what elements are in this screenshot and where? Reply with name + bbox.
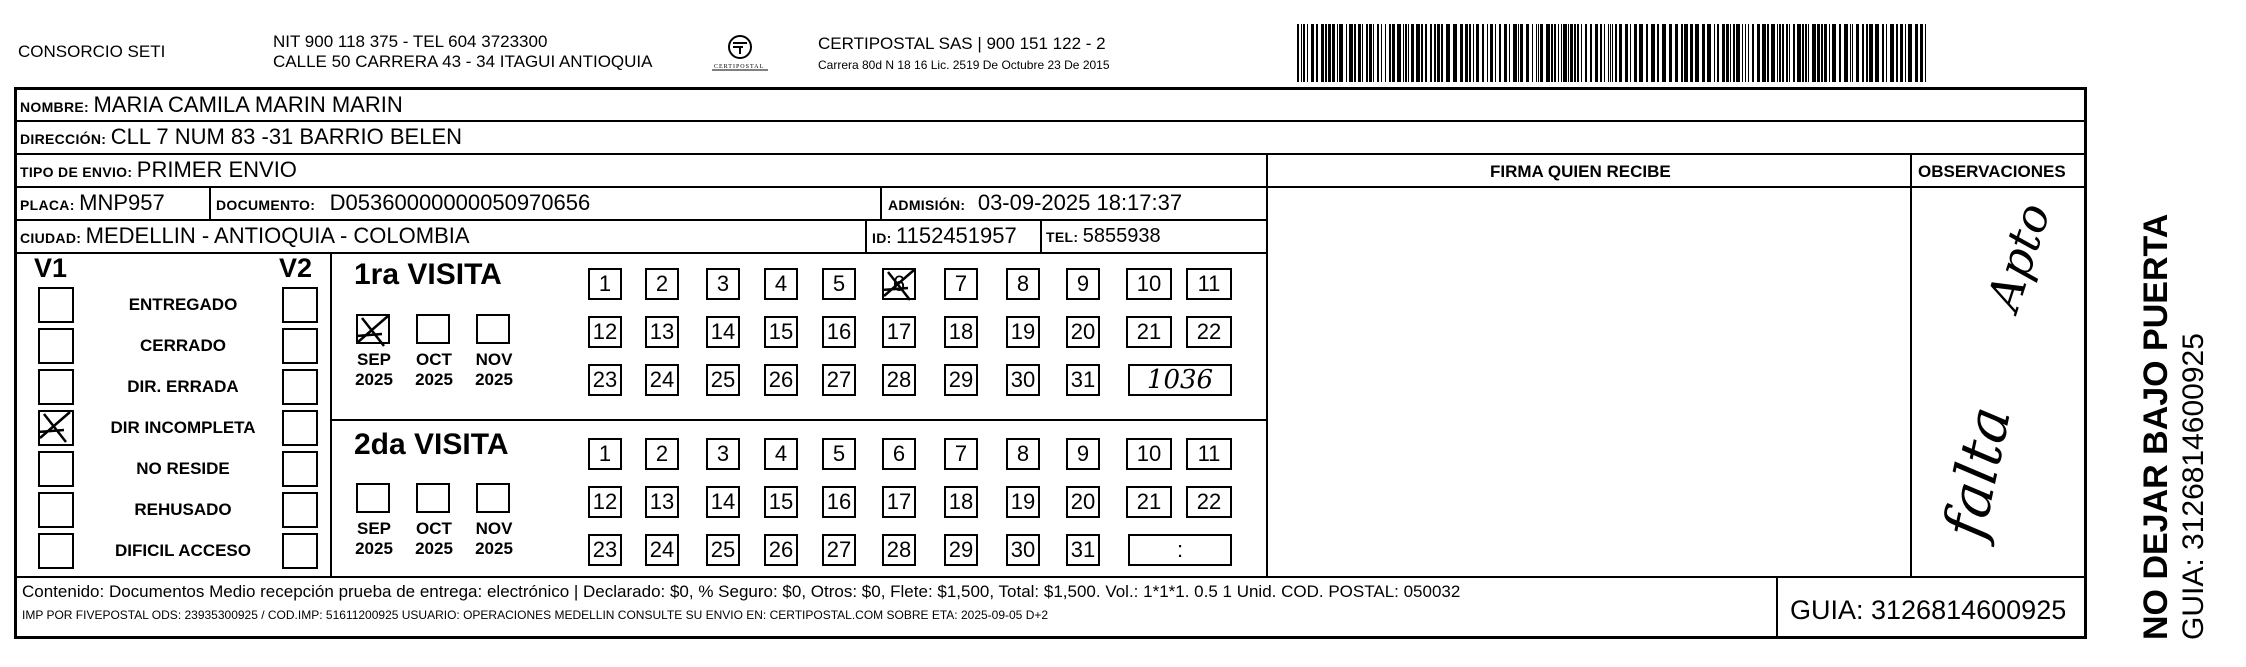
side-guia: GUIA: 3126814600925 — [2177, 333, 2210, 640]
barcode-bar — [1684, 24, 1688, 82]
day-checkbox[interactable]: 22 — [1186, 316, 1232, 348]
barcode-bar — [1797, 24, 1801, 82]
month-checkbox[interactable] — [356, 483, 390, 513]
barcode-bar — [1577, 24, 1579, 82]
day-checkbox[interactable]: 12 — [588, 486, 622, 518]
status-v1-checkbox[interactable] — [38, 369, 74, 405]
address-label: DIRECCIÓN: — [20, 131, 107, 147]
barcode-bar — [1532, 24, 1533, 82]
day-checkbox[interactable]: 23 — [588, 364, 622, 396]
time-field[interactable]: : — [1128, 534, 1232, 566]
barcode-bar — [1779, 24, 1781, 82]
month-checkbox[interactable] — [476, 314, 510, 344]
certipostal-logo — [700, 34, 780, 80]
day-checkbox[interactable]: 23 — [588, 534, 622, 566]
barcode-bar — [1421, 24, 1423, 82]
barcode-bar — [1311, 24, 1314, 82]
barcode-bar — [1430, 24, 1432, 82]
day-checkbox[interactable]: 24 — [645, 364, 679, 396]
barcode-bar — [1482, 24, 1484, 82]
day-checkbox[interactable]: 6 — [882, 268, 916, 300]
admission-field — [888, 188, 1182, 221]
observations-header: OBSERVACIONES — [1918, 162, 2066, 181]
day-checkbox[interactable]: 5 — [822, 438, 856, 470]
day-checkbox[interactable]: 14 — [706, 316, 740, 348]
barcode-bar — [1446, 24, 1450, 82]
status-v1-checkbox[interactable] — [38, 492, 74, 528]
barcode-bar — [1786, 24, 1788, 82]
time-field[interactable]: 1036 — [1128, 364, 1232, 396]
barcode-bar — [1852, 24, 1853, 82]
barcode-bar — [1610, 24, 1611, 82]
barcode-bar — [1504, 24, 1507, 82]
address-value: CLL 7 NUM 83 -31 BARRIO BELEN — [110, 124, 462, 149]
day-checkbox[interactable]: 12 — [588, 316, 622, 348]
day-checkbox[interactable]: 4 — [764, 438, 798, 470]
barcode-bar — [1585, 24, 1587, 82]
name-value: MARIA CAMILA MARIN MARIN — [93, 92, 403, 117]
barcode-bar — [1793, 24, 1795, 82]
barcode-bar — [1824, 24, 1827, 82]
day-checkbox[interactable]: 10 — [1126, 268, 1172, 300]
day-checkbox[interactable]: 20 — [1066, 316, 1100, 348]
barcode-bar — [1346, 24, 1347, 82]
day-checkbox[interactable]: 3 — [706, 268, 740, 300]
company-address: CALLE 50 CARRERA 43 - 34 ITAGUI ANTIOQUIA — [273, 52, 653, 71]
name-field — [20, 90, 403, 123]
admission-value: 03-09-2025 18:17:37 — [977, 190, 1183, 215]
id-field — [872, 221, 1017, 254]
signature-header: FIRMA QUIEN RECIBE — [1490, 162, 1671, 181]
barcode-bar — [1630, 24, 1631, 82]
barcode-bar — [1920, 24, 1923, 82]
name-label: NOMBRE: — [20, 99, 89, 115]
month-checkbox[interactable] — [416, 314, 450, 344]
barcode-bar — [1301, 24, 1302, 82]
barcode-bar — [1574, 24, 1576, 82]
month-year: 2025 — [475, 539, 513, 558]
day-checkbox[interactable]: 19 — [1006, 316, 1040, 348]
barcode-bar — [1748, 24, 1749, 82]
barcode-bar — [1908, 24, 1912, 82]
status-option-label: DIR. ERRADA — [127, 377, 239, 396]
barcode-bar — [1546, 24, 1550, 82]
barcode-bar — [1425, 24, 1427, 82]
visit2-title: 2da VISITA — [354, 428, 509, 461]
barcode-bar — [1434, 24, 1436, 82]
plate-field — [20, 188, 165, 221]
barcode-bar — [1499, 24, 1501, 82]
barcode-bar — [1381, 24, 1382, 82]
barcode-bar — [1869, 24, 1873, 82]
month-checkbox[interactable] — [476, 483, 510, 513]
barcode-bar — [1369, 24, 1372, 82]
day-checkbox[interactable]: 31 — [1066, 534, 1100, 566]
day-checkbox[interactable]: 1 — [588, 268, 622, 300]
month-year: 2025 — [475, 370, 513, 389]
status-option-label: NO RESIDE — [136, 459, 230, 478]
day-checkbox[interactable]: 1 — [588, 438, 622, 470]
day-checkbox[interactable]: 25 — [706, 534, 740, 566]
barcode-bar — [1453, 24, 1457, 82]
barcode-bar — [1821, 24, 1823, 82]
barcode-bar — [1767, 24, 1769, 82]
month-label: NOV — [475, 350, 513, 369]
barcode-bar — [1662, 24, 1666, 82]
barcode-bar — [1307, 24, 1308, 82]
barcode-bar — [1570, 24, 1573, 82]
barcode-bar — [1600, 24, 1602, 82]
barcode-bar — [1690, 24, 1693, 82]
barcode-bar — [1518, 24, 1519, 82]
barcode-bar — [1568, 24, 1569, 82]
barcode-bar — [1405, 24, 1407, 82]
day-checkbox[interactable]: 8 — [1006, 268, 1040, 300]
v2-header: V2 — [279, 253, 313, 283]
day-checkbox[interactable]: 17 — [882, 316, 916, 348]
shipment-type-value: PRIMER ENVIO — [136, 157, 297, 182]
status-option-label: DIFICIL ACCESO — [114, 541, 251, 560]
barcode-bar — [1416, 24, 1420, 82]
barcode-bar — [1615, 24, 1617, 82]
barcode-bar — [1925, 24, 1926, 82]
barcode-bar — [1377, 24, 1379, 82]
barcode-bar — [1757, 24, 1760, 82]
barcode-bar — [1752, 24, 1754, 82]
barcode-bar — [1437, 24, 1440, 82]
shipment-type-field — [20, 155, 297, 188]
barcode-bar — [1634, 24, 1637, 82]
day-checkbox[interactable]: 7 — [944, 268, 978, 300]
barcode-bar — [1411, 24, 1414, 82]
city-label: CIUDAD: — [20, 230, 82, 246]
tel-value: 5855938 — [1082, 225, 1161, 247]
barcode-bar — [1681, 24, 1683, 82]
barcode-bar — [1604, 24, 1605, 82]
barcode-bar — [1487, 24, 1488, 82]
barcode-bar — [1465, 24, 1468, 82]
status-v2-checkbox[interactable] — [282, 492, 318, 528]
day-checkbox[interactable]: 17 — [882, 486, 916, 518]
day-checkbox[interactable]: 24 — [645, 534, 679, 566]
day-checkbox[interactable]: 13 — [645, 316, 679, 348]
no-dejar-warning: NO DEJAR BAJO PUERTA — [2137, 213, 2175, 640]
barcode-bar — [1297, 24, 1299, 82]
barcode-bar — [1882, 24, 1884, 82]
barcode-bar — [1509, 24, 1510, 82]
handwritten-apto: Apto — [1976, 196, 2061, 317]
barcode-bar — [1385, 24, 1386, 82]
barcode-bar — [1476, 24, 1479, 82]
status-v2-checkbox[interactable] — [282, 451, 318, 487]
barcode-bar — [1403, 24, 1404, 82]
barcode-bar — [1817, 24, 1820, 82]
day-checkbox[interactable]: 16 — [822, 486, 856, 518]
barcode-bar — [1839, 24, 1841, 82]
barcode-bar — [1726, 24, 1729, 82]
certipostal-address: Carrera 80d N 18 16 Lic. 2519 De Octubre 23 De 2015 — [818, 58, 1110, 72]
barcode-bar — [1397, 24, 1401, 82]
v1-header: V1 — [34, 253, 68, 283]
barcode-bar — [1389, 24, 1391, 82]
barcode-bar — [1742, 24, 1743, 82]
barcode-bar — [1373, 24, 1374, 82]
barcode-bar — [1460, 24, 1463, 82]
barcode-bar — [1332, 24, 1335, 82]
barcode-bar — [1702, 24, 1705, 82]
barcode-bar — [1608, 24, 1609, 82]
day-checkbox[interactable]: 2 — [645, 268, 679, 300]
barcode-bar — [1362, 24, 1363, 82]
document-label: DOCUMENTO: — [216, 197, 316, 213]
id-value: 1152451957 — [896, 223, 1017, 248]
status-v1-checkbox[interactable] — [38, 328, 74, 364]
status-v1-checkbox[interactable] — [38, 533, 74, 569]
barcode-bar — [1856, 24, 1859, 82]
barcode-bar — [1866, 24, 1868, 82]
barcode-bar — [1730, 24, 1731, 82]
day-checkbox[interactable]: 30 — [1006, 364, 1040, 396]
tel-label: TEL: — [1046, 229, 1079, 245]
admission-label: ADMISIÓN: — [888, 197, 966, 213]
barcode-bar — [1581, 24, 1582, 82]
day-checkbox[interactable]: 29 — [944, 364, 978, 396]
month-year: 2025 — [415, 539, 453, 558]
status-v1-checkbox[interactable] — [38, 410, 74, 446]
barcode-bar — [1733, 24, 1735, 82]
month-label: OCT — [416, 519, 452, 538]
nit-line: NIT 900 118 375 - TEL 604 3723300 — [273, 32, 548, 51]
barcode-bar — [1714, 24, 1715, 82]
day-checkbox[interactable]: 18 — [944, 486, 978, 518]
barcode-bar — [1802, 24, 1804, 82]
barcode-bar — [1745, 24, 1746, 82]
barcode-bar — [1646, 24, 1648, 82]
barcode-bar — [1495, 24, 1496, 82]
certipostal-logo-icon — [700, 34, 780, 80]
barcode-bar — [1563, 24, 1567, 82]
status-v2-checkbox[interactable] — [282, 287, 318, 323]
barcode — [1297, 24, 1935, 84]
barcode-bar — [1829, 24, 1830, 82]
company-name: CONSORCIO SETI — [18, 42, 166, 61]
day-checkbox[interactable]: 30 — [1006, 534, 1040, 566]
barcode-bar — [1408, 24, 1409, 82]
day-checkbox[interactable]: 3 — [706, 438, 740, 470]
month-year: 2025 — [355, 539, 393, 558]
barcode-bar — [1316, 24, 1318, 82]
day-checkbox[interactable]: 26 — [764, 364, 798, 396]
status-option-label: ENTREGADO — [128, 295, 238, 314]
shipment-type-label: TIPO DE ENVIO: — [20, 164, 133, 180]
barcode-bar — [1905, 24, 1906, 82]
barcode-bar — [1639, 24, 1643, 82]
barcode-bar — [1469, 24, 1471, 82]
status-v2-checkbox[interactable] — [282, 328, 318, 364]
barcode-bar — [1558, 24, 1559, 82]
status-option-label: CERRADO — [140, 336, 226, 355]
barcode-bar — [1832, 24, 1836, 82]
barcode-bar — [1619, 24, 1622, 82]
barcode-bar — [1538, 24, 1539, 82]
day-checkbox[interactable]: 11 — [1186, 438, 1232, 470]
footer-contents: Contenido: Documentos Medio recepción prueba de entrega: electrónico | Declarado: $0, % Seguro: $0, Otros: $0, Flete: $1,500, Total: $1,500. Vol.: 1*1*1. 0.5 1 Unid. COD. POSTAL: 050032 — [22, 582, 1461, 601]
day-checkbox[interactable]: 31 — [1066, 364, 1100, 396]
footer-guia: GUIA: 3126814600925 — [1790, 595, 2067, 625]
month-checkbox[interactable] — [356, 314, 390, 344]
day-checkbox[interactable]: 10 — [1126, 438, 1172, 470]
month-label: OCT — [416, 350, 452, 369]
barcode-bar — [1325, 24, 1327, 82]
city-field — [20, 221, 470, 254]
status-v2-checkbox[interactable] — [282, 369, 318, 405]
barcode-bar — [1886, 24, 1887, 82]
day-checkbox[interactable]: 15 — [764, 316, 798, 348]
barcode-bar — [1657, 24, 1659, 82]
tel-field — [1046, 221, 1161, 253]
barcode-bar — [1590, 24, 1592, 82]
barcode-bar — [1736, 24, 1740, 82]
barcode-bar — [1707, 24, 1711, 82]
month-checkbox[interactable] — [416, 483, 450, 513]
footer-print-info: IMP POR FIVEPOSTAL ODS: 23935300925 / COD.IMP: 51611200925 USUARIO: OPERACIONES MEDELLIN CONSULTE SU ENVIO EN: CERTIPOSTAL.COM SOBRE ETA: 2025-09-05 D+2 — [22, 608, 1049, 622]
barcode-bar — [1805, 24, 1807, 82]
document-field — [216, 188, 590, 221]
status-v1-checkbox[interactable] — [38, 451, 74, 487]
day-checkbox[interactable]: 5 — [822, 268, 856, 300]
barcode-bar — [1675, 24, 1678, 82]
month-label: SEP — [356, 519, 392, 538]
barcode-bar — [1349, 24, 1353, 82]
city-value: MEDELLIN - ANTIOQUIA - COLOMBIA — [85, 223, 470, 248]
day-checkbox[interactable]: 16 — [822, 316, 856, 348]
status-option-label: REHUSADO — [134, 500, 232, 519]
barcode-bar — [1669, 24, 1672, 82]
plate-value: MNP957 — [79, 190, 165, 215]
month-label: NOV — [475, 519, 513, 538]
barcode-bar — [1513, 24, 1517, 82]
shipping-label-frame — [14, 87, 2087, 639]
barcode-bar — [1328, 24, 1331, 82]
barcode-bar — [1782, 24, 1784, 82]
barcode-bar — [1812, 24, 1816, 82]
barcode-bar — [1490, 24, 1493, 82]
barcode-bar — [1890, 24, 1894, 82]
barcode-bar — [1526, 24, 1529, 82]
barcode-bar — [1358, 24, 1361, 82]
certipostal-logo-text: CERTIPOSTAL — [714, 64, 765, 70]
day-checkbox[interactable]: 15 — [764, 486, 798, 518]
barcode-bar — [1651, 24, 1655, 82]
barcode-bar — [1612, 24, 1613, 82]
day-checkbox[interactable]: 18 — [944, 316, 978, 348]
day-checkbox[interactable]: 21 — [1126, 486, 1172, 518]
day-checkbox[interactable]: 7 — [944, 438, 978, 470]
visit1-title: 1ra VISITA — [354, 258, 502, 291]
day-checkbox[interactable]: 20 — [1066, 486, 1100, 518]
barcode-bar — [1808, 24, 1809, 82]
barcode-bar — [1551, 24, 1553, 82]
certipostal-name: CERTIPOSTAL SAS | 900 151 122 - 2 — [818, 34, 1106, 53]
barcode-bar — [1862, 24, 1864, 82]
barcode-bar — [1695, 24, 1699, 82]
barcode-bar — [1915, 24, 1918, 82]
status-option-label: DIR INCOMPLETA — [110, 418, 256, 437]
day-checkbox[interactable]: 9 — [1066, 438, 1100, 470]
barcode-bar — [1321, 24, 1324, 82]
barcode-bar — [1339, 24, 1343, 82]
day-checkbox[interactable]: 26 — [764, 534, 798, 566]
day-checkbox[interactable]: 9 — [1066, 268, 1100, 300]
barcode-bar — [1441, 24, 1443, 82]
barcode-bar — [1540, 24, 1543, 82]
day-checkbox[interactable]: 27 — [822, 364, 856, 396]
handwritten-falta: falta — [1930, 400, 2025, 545]
day-checkbox[interactable]: 14 — [706, 486, 740, 518]
barcode-bar — [1595, 24, 1598, 82]
barcode-bar — [1536, 24, 1537, 82]
status-v2-checkbox[interactable] — [282, 410, 318, 446]
barcode-bar — [1789, 24, 1790, 82]
day-checkbox[interactable]: 4 — [764, 268, 798, 300]
day-checkbox[interactable]: 19 — [1006, 486, 1040, 518]
address-field — [20, 122, 462, 155]
barcode-bar — [1875, 24, 1879, 82]
day-checkbox[interactable]: 29 — [944, 534, 978, 566]
month-year: 2025 — [415, 370, 453, 389]
barcode-bar — [1850, 24, 1851, 82]
day-checkbox[interactable]: 27 — [822, 534, 856, 566]
month-label: SEP — [356, 350, 392, 369]
barcode-bar — [1771, 24, 1775, 82]
barcode-bar — [1722, 24, 1725, 82]
day-checkbox[interactable]: 8 — [1006, 438, 1040, 470]
document-value: D05360000000050970656 — [329, 190, 591, 215]
day-checkbox[interactable]: 13 — [645, 486, 679, 518]
barcode-bar — [1561, 24, 1562, 82]
status-v2-checkbox[interactable] — [282, 533, 318, 569]
barcode-bar — [1473, 24, 1474, 82]
day-checkbox[interactable]: 22 — [1186, 486, 1232, 518]
barcode-bar — [1337, 24, 1338, 82]
id-label: ID: — [872, 230, 892, 246]
day-checkbox[interactable]: 28 — [882, 534, 916, 566]
barcode-bar — [1303, 24, 1305, 82]
barcode-bar — [1554, 24, 1556, 82]
plate-label: PLACA: — [20, 197, 75, 213]
barcode-bar — [1896, 24, 1898, 82]
barcode-bar — [1366, 24, 1368, 82]
day-checkbox[interactable]: 6 — [882, 438, 916, 470]
barcode-bar — [1520, 24, 1523, 82]
barcode-bar — [1625, 24, 1628, 82]
day-checkbox[interactable]: 11 — [1186, 268, 1232, 300]
barcode-bar — [1844, 24, 1848, 82]
month-year: 2025 — [355, 370, 393, 389]
barcode-bar — [1762, 24, 1766, 82]
day-checkbox[interactable]: 21 — [1126, 316, 1172, 348]
day-checkbox[interactable]: 25 — [706, 364, 740, 396]
barcode-bar — [1354, 24, 1356, 82]
barcode-bar — [1900, 24, 1903, 82]
day-checkbox[interactable]: 2 — [645, 438, 679, 470]
status-v1-checkbox[interactable] — [38, 287, 74, 323]
barcode-bar — [1777, 24, 1778, 82]
day-checkbox[interactable]: 28 — [882, 364, 916, 396]
barcode-bar — [1717, 24, 1719, 82]
barcode-bar — [1392, 24, 1395, 82]
